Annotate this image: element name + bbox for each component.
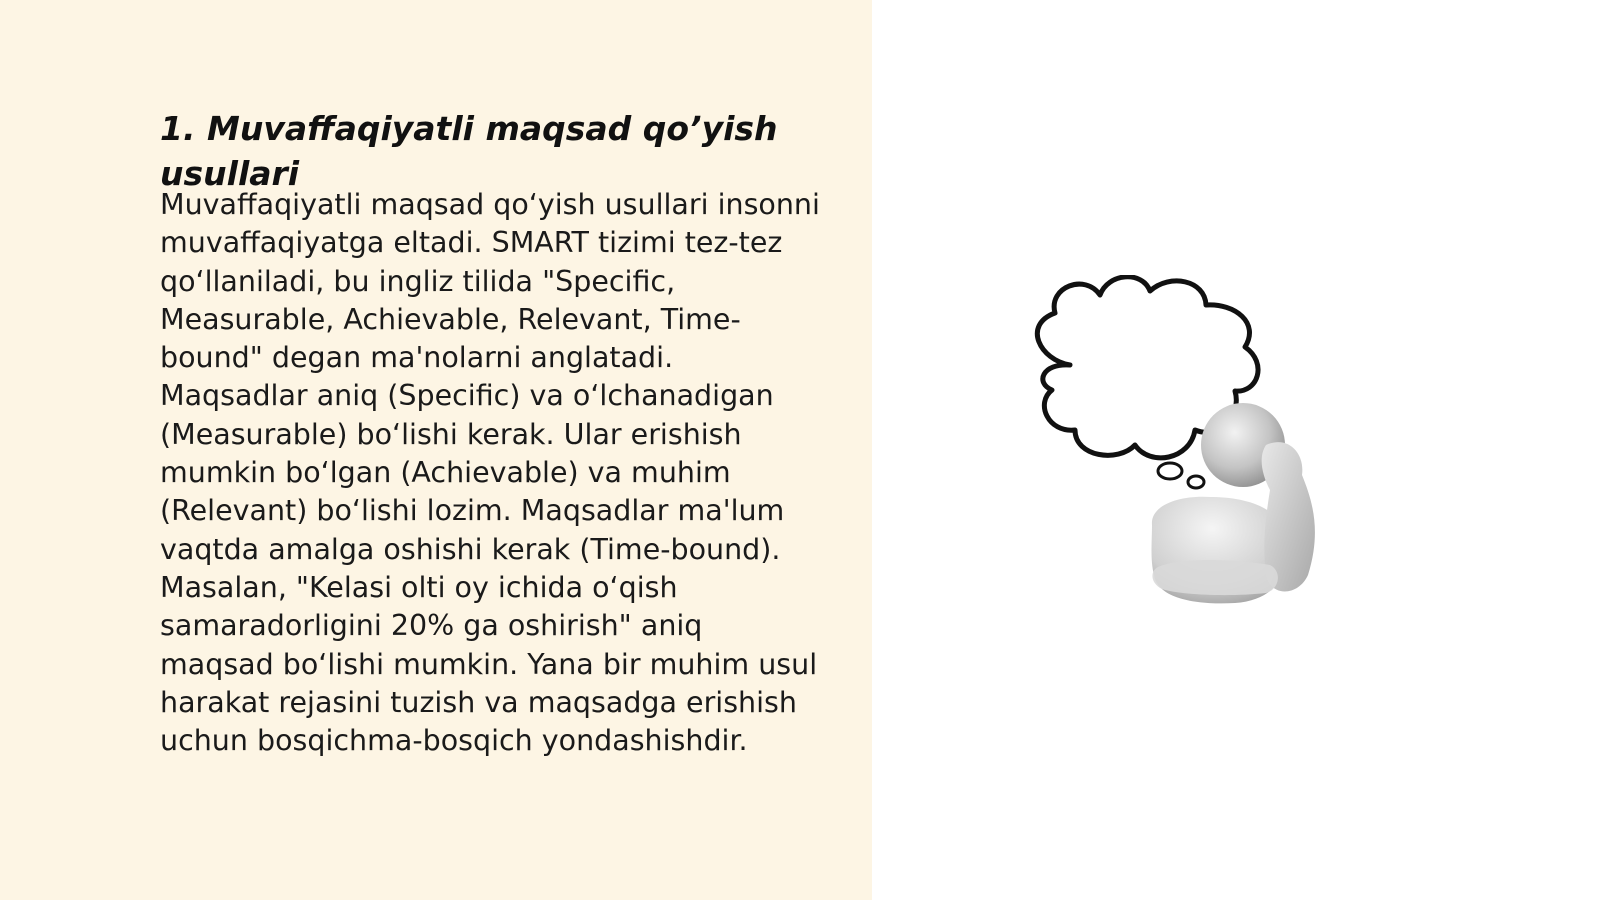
slide-body-text: Muvaffaqiyatli maqsad qo‘yish usullari insonni muvaffaqiyatga eltadi. SMART tizimi tez-tez qo‘llaniladi, bu ingliz tilida "Specific, Measurable, Achievable, Relevant, Time-bound" degan ma'nolarni anglatadi. Maqsadlar aniq (Specific) va o‘lchanadigan (Measurable) bo‘lishi kerak. Ular erishish mumkin bo‘lgan (Achievable) va muhim (Relevant) bo‘lishi lozim. Maqsadlar ma'lum vaqtda amalga oshishi kerak (Time-bound). Masalan, "Kelasi olti oy ichida o‘qish samaradorligini 20% ga oshirish" aniq maqsad bo‘lishi mumkin. Yana bir muhim usul harakat rejasini tuzish va maqsadga erishish uchun bosqichma-bosqich yondashishdir.: [160, 188, 820, 758]
thinking-person-icon: [1030, 275, 1350, 615]
slide-title: 1. Muvaffaqiyatli maqsad qo’yish usullari: [160, 109, 778, 193]
